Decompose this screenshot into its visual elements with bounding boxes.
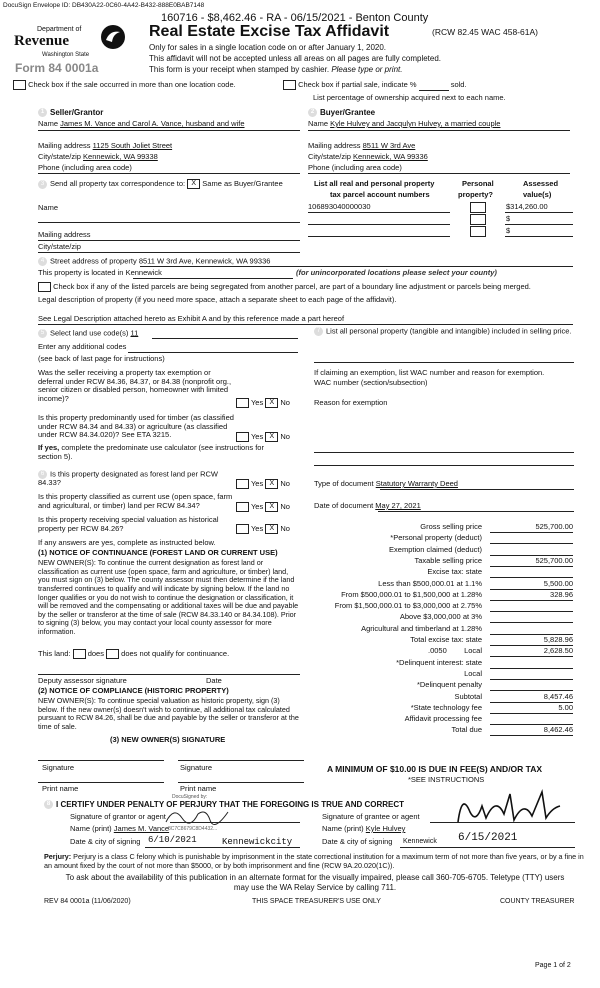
intro-line-2: This affidavit will not be accepted unless all areas on all pages are fully completed.: [149, 54, 442, 63]
correspondence-name-label: Name: [38, 203, 59, 212]
q2-no-checkbox[interactable]: X: [265, 432, 278, 442]
doc-type-label: Type of document: [314, 479, 374, 488]
deputy-date-label: Date: [206, 676, 222, 685]
located-label: This property is located in: [38, 268, 124, 277]
certify-text: I CERTIFY UNDER PENALTY OF PERJURY THAT THE FOREGOING IS TRUE AND CORRECT: [56, 800, 405, 809]
land-use-line: [152, 338, 298, 339]
doc-date-row: [314, 502, 421, 511]
q1-yes-checkbox[interactable]: [236, 398, 249, 408]
seller-name-label: Name: [38, 119, 59, 128]
seller-phone-label: Phone (including area code): [38, 163, 132, 172]
seller-name-line: [38, 130, 300, 131]
tax-value-line: [490, 622, 573, 623]
section-3-number: 3: [38, 180, 47, 189]
seller-mail-row: [38, 142, 172, 151]
parcel-2-line: [308, 224, 450, 225]
tax-label: Total excise tax: state: [410, 635, 482, 644]
form-number: Form 84 0001a: [15, 61, 99, 75]
tax-label: Above $3,000,000 at 3%: [399, 612, 482, 621]
minimum-notice: A MINIMUM OF $10.00 IS DUE IN FEE(S) AND/OR TAX: [327, 764, 543, 774]
tax-value[interactable]: 8,457.46: [543, 692, 573, 701]
exemption-label: If claiming an exemption, list WAC number and reason for exemption.: [314, 368, 545, 377]
section-7-number: 7: [314, 327, 323, 336]
legal-line-1: [38, 324, 573, 325]
tax-label: Local: [464, 646, 482, 655]
multi-location-label: Check box if the sale occurred in more than one location code.: [28, 79, 236, 89]
land-use-row: [38, 329, 138, 338]
does-not-checkbox[interactable]: [106, 649, 119, 659]
partial-sale-checkbox[interactable]: [283, 80, 296, 90]
q4-no-label: No: [280, 501, 290, 511]
docusigned-by: DocuSigned by:: [172, 794, 208, 800]
parcel-2-value-line: [505, 224, 573, 225]
intro-line-1: Only for sales in a single location code on or after January 1, 2020.: [149, 43, 387, 52]
street-line: [140, 266, 573, 267]
partial-sale-label: Check box if partial sale, indicate %: [298, 79, 417, 89]
parcel-3-value-line: [505, 236, 573, 237]
land-use-label: Select land use code(s): [50, 328, 129, 338]
land-use-see: (see back of last page for instructions): [38, 354, 165, 363]
correspondence-city-label: City/state/zip: [38, 242, 81, 251]
q2-no-label: No: [280, 431, 290, 441]
land-use-value[interactable]: 11: [130, 328, 139, 338]
grantor-name-label: Name (print): [70, 824, 112, 833]
print-line-2: [178, 782, 304, 783]
tax-value[interactable]: 5,500.00: [543, 579, 573, 588]
does-label: does: [87, 648, 104, 658]
personal-header-1: Personal: [462, 179, 494, 188]
tax-label: *State technology fee: [410, 703, 482, 712]
personal-header-2: property?: [458, 190, 494, 199]
parcel-1-line: [308, 212, 450, 213]
located-value[interactable]: Kennewick: [125, 268, 162, 277]
tax-value[interactable]: 5.00: [558, 703, 573, 712]
tax-value-line: [490, 532, 573, 533]
q4-no-checkbox[interactable]: X: [265, 502, 278, 512]
ownership-note: List percentage of ownership acquired next to each name.: [313, 93, 506, 102]
tax-label: From $1,500,000.01 to $3,000,000 at 2.75%: [334, 601, 482, 610]
same-as-buyer-checkbox[interactable]: X: [187, 179, 200, 189]
seller-mail-value[interactable]: 1125 South Joliet Street: [92, 141, 173, 150]
buyer-name-value[interactable]: Kyle Hulvey and Jacqulyn Hulvey, a married couple: [330, 119, 501, 128]
q1-no-checkbox[interactable]: X: [265, 398, 278, 408]
intro-line-3: [149, 65, 402, 74]
print-label-2: Print name: [180, 784, 217, 793]
multi-location-checkbox[interactable]: [13, 80, 26, 90]
notice1-body: NEW OWNER(S): To continue the current designation as forest land or classification as current use (open space, farm and agriculture, or timber) land, you must sign on (3) below. The county assessor must then determine if the land transferred continues to qualify and will indicate by signing below. If the land no longer qualifies or you do not wish to continue the designation or classification, it will be removed and the compensating or additional taxes will be due and payable by the seller or transferor at the time of sale (RCW 84.33.140 or 84.34.108). Prior to signing (3) below, you may contact your local county assessor for more information.: [38, 558, 299, 637]
print-line-1: [38, 782, 164, 783]
reason-line-2: [314, 465, 574, 466]
tax-value-line: [490, 668, 573, 669]
q3-answer: [236, 479, 290, 489]
tax-label: Local: [464, 669, 482, 678]
corr-line-2: [38, 240, 300, 241]
q4-text: Is this property classified as current use (open space, farm and agricultural, or timber) land per RCW 84.34?: [38, 492, 233, 510]
parcel-3-line: [308, 236, 450, 237]
doc-type-value[interactable]: Statutory Warranty Deed: [375, 479, 458, 488]
seller-heading-text: Seller/Grantor: [50, 108, 104, 117]
correspondence-mail-label: Mailing address: [38, 230, 91, 239]
located-line: [133, 278, 293, 279]
street-address-value[interactable]: 8511 W 3rd Ave, Kennewick, WA 99336: [138, 256, 271, 266]
q2-yes-checkbox[interactable]: [236, 432, 249, 442]
tax-value[interactable]: 5,828.96: [543, 635, 573, 644]
grantee-date-line: [400, 847, 575, 848]
does-checkbox[interactable]: [73, 649, 86, 659]
q4-answer: [236, 502, 290, 512]
answers-yes-note: If any answers are yes, complete as instructed below.: [38, 538, 216, 547]
partial-sale-percent[interactable]: [419, 81, 449, 91]
grantee-date-label: Date & city of signing: [322, 837, 393, 846]
parcel-1-personal-checkbox[interactable]: [470, 202, 486, 213]
tax-label: Total due: [451, 725, 482, 734]
grantor-date-line: [145, 847, 300, 848]
grantee-date-value[interactable]: 6/15/2021: [458, 832, 518, 844]
q4-yes-checkbox[interactable]: [236, 502, 249, 512]
reason-label: Reason for exemption: [314, 398, 388, 407]
q5-answer: [236, 524, 290, 534]
q5-text: Is this property receiving special valuation as historical property per RCW 84.26?: [38, 515, 219, 533]
logo-revenue: Revenue: [14, 33, 69, 49]
treasurer-space: THIS SPACE TREASURER'S USE ONLY: [252, 898, 381, 905]
see-instructions: *SEE INSTRUCTIONS: [408, 775, 485, 784]
grantor-sig-label: Signature of grantor or agent: [70, 812, 166, 821]
deputy-label: Deputy assessor signature: [38, 676, 127, 685]
perjury-bold: Perjury:: [44, 852, 72, 861]
sig-label-1: Signature: [42, 763, 75, 772]
envelope-id: DocuSign Envelope ID: DB430A22-0C60-4A42-B432-888E0BAB7148: [3, 2, 205, 9]
doc-date-value[interactable]: May 27, 2021: [375, 501, 421, 510]
grantor-city-value[interactable]: Kennewickcity: [222, 837, 293, 847]
tax-label: Subtotal: [454, 692, 482, 701]
q5-yes-checkbox[interactable]: [236, 524, 249, 534]
alt-format-notice: To ask about the availability of this publication in an alternate format for the visually impaired, please call 360-705-6705. Teletype (TTY) users may use the WA Relay Service by calling 711.: [65, 873, 565, 893]
tax-value-line: [490, 566, 573, 567]
buyer-heading-text: Buyer/Grantee: [320, 108, 376, 117]
tax-label: Excise tax: state: [427, 567, 482, 576]
buyer-mail-value[interactable]: 8511 W 3rd Ave: [362, 141, 416, 150]
parcel-2-personal-checkbox[interactable]: [470, 214, 486, 225]
deputy-line: [38, 674, 300, 675]
tax-value-line: [490, 543, 573, 544]
parcel-3-personal-checkbox[interactable]: [470, 226, 486, 237]
q4-yes-label: Yes: [250, 501, 264, 511]
q5-no-label: No: [280, 523, 290, 533]
if-yes-row: [38, 444, 288, 461]
parcels-header-2: tax parcel account numbers: [330, 190, 430, 199]
logo-state: Washington State: [42, 52, 90, 58]
assessed-header-2: value(s): [523, 190, 552, 199]
grantee-name-value[interactable]: Kyle Hulvey: [365, 824, 406, 833]
section-5-number: 5: [38, 329, 47, 338]
q3-row: [38, 470, 234, 488]
tax-value[interactable]: 525,700.00: [535, 556, 573, 565]
q1-yes-label: Yes: [250, 397, 264, 407]
street-address-label: Street address of property: [50, 256, 137, 266]
grantee-name-row: [322, 825, 405, 834]
tax-label: Agricultural and timberland at 1.28%: [361, 624, 482, 633]
personal-property-label: List all personal property (tangible and intangible) included in selling price.: [326, 326, 572, 336]
sig-line-2: [178, 760, 304, 761]
corr-line-1: [38, 222, 300, 223]
partial-sale-end: sold.: [450, 79, 467, 89]
this-land-row: [38, 649, 229, 659]
buyer-mail-row: [308, 142, 415, 151]
tax-value[interactable]: 525,700.00: [535, 522, 573, 531]
tax-label: Gross selling price: [420, 522, 482, 531]
notice1-title: (1) NOTICE OF CONTINUANCE (FOREST LAND OR CURRENT USE): [38, 548, 278, 557]
form-title: Real Estate Excise Tax Affidavit: [149, 23, 390, 40]
page-number: Page 1 of 2: [535, 962, 571, 969]
notice3-title: (3) NEW OWNER(S) SIGNATURE: [110, 735, 226, 744]
seller-name-row: [38, 120, 245, 129]
seller-city-label: City/state/zip: [38, 152, 81, 161]
located-row: [38, 269, 162, 278]
if-yes-text: complete the predominate use calculator (see instructions for section 5).: [38, 443, 264, 461]
tax-label: *Delinquent penalty: [416, 680, 482, 689]
perjury-text: Perjury is a class C felony which is punishable by imprisonment in the state correctional institution for a maximum term of not more than five years, or by a fine in an amount fixed by the court of not more than $5000, or by both imprisonment and fine (RCW 9A.20.020(1C)).: [44, 852, 584, 870]
correspondence-label: Send all property tax correspondence to:: [50, 178, 186, 188]
parcel-1-number[interactable]: 106893040000030: [308, 202, 371, 211]
tax-label: *Personal property (deduct): [390, 533, 482, 542]
seller-mail-label: Mailing address: [38, 141, 91, 150]
tax-value-line: [490, 656, 573, 657]
personal-property-row: [314, 327, 576, 336]
tax-value-line: [490, 679, 573, 680]
parcel-2-value[interactable]: $: [506, 214, 511, 223]
q5-no-checkbox[interactable]: X: [265, 524, 278, 534]
tax-label: *Delinquent interest: state: [396, 658, 482, 667]
segregated-label: Check box if any of the listed parcels are being segregated from another parcel, are part of a boundary line adjustment or parcels being merged.: [53, 281, 531, 291]
q3-yes-checkbox[interactable]: [236, 479, 249, 489]
same-as-buyer-label: Same as Buyer/Grantee: [202, 178, 283, 188]
tax-value[interactable]: 2,628.50: [543, 646, 573, 655]
doc-date-label: Date of document: [314, 501, 374, 510]
notice2-body: NEW OWNER(S): To continue special valuation as historic property, sign (3) below. If the new owner(s) doesn't wish to continue, all additional tax calculated pursuant to RCW 84.26, shall be due and payable by the seller or transferor at the time of sale.: [38, 696, 299, 731]
personal-property-line: [314, 362, 574, 363]
unincorporated-note: (for unincorporated locations please select your county): [296, 268, 497, 277]
buyer-mail-label: Mailing address: [308, 141, 361, 150]
sig-line-1: [38, 760, 164, 761]
partial-sale-row: [283, 80, 467, 91]
buyer-phone-label: Phone (including area code): [308, 163, 402, 172]
q5-yes-label: Yes: [250, 523, 264, 533]
county-stamp: 160716 - $8,462.46 - RA - 06/15/2021 - Benton County: [161, 12, 429, 24]
parcels-header-1: List all real and personal property: [314, 179, 435, 188]
grantee-sig-label: Signature of grantee or agent: [322, 812, 420, 821]
seller-heading: [38, 108, 103, 117]
buyer-name-label: Name: [308, 119, 329, 128]
doc-date-line: [378, 511, 574, 512]
parcel-1-value-line: [505, 212, 573, 213]
section-6-number: 6: [38, 470, 47, 479]
doc-type-row: [314, 480, 458, 489]
corr-line-3: [38, 252, 300, 253]
grantee-name-label: Name (print): [322, 824, 364, 833]
intro-line-3-text: This form is your receipt when stamped by cashier.: [149, 65, 330, 74]
buyer-city-row: [308, 153, 428, 162]
section-8-number: 8: [44, 800, 53, 809]
q3-no-label: No: [280, 478, 290, 488]
grantor-name-row: [70, 825, 169, 834]
logo-dept: Department of: [37, 26, 82, 33]
q2-yes-label: Yes: [250, 431, 264, 441]
buyer-city-value[interactable]: Kennewick, WA 99336: [353, 152, 428, 161]
q2-text: Is this property predominantly used for timber (as classified under RCW 84.34 and 84.33) or agriculture (as classified under RCW 84.34.020)? See ETA 3215.: [38, 413, 234, 440]
q3-text: Is this property designated as forest land per RCW 84.33?: [38, 469, 218, 488]
segregated-row: [38, 282, 531, 292]
q3-yes-label: Yes: [250, 478, 264, 488]
q1-no-label: No: [280, 397, 290, 407]
grantor-name-value[interactable]: James M. Vance: [113, 824, 170, 833]
section-2-number: 2: [308, 108, 317, 117]
legal-desc-label: Legal description of property (if you need more space, attach a separate sheet to each page of the affidavit).: [38, 295, 397, 304]
q1-answer: [236, 398, 290, 408]
segregated-checkbox[interactable]: [38, 282, 51, 292]
tax-value[interactable]: 328.96: [550, 590, 573, 599]
multi-location-row: [13, 80, 236, 90]
section-4-number: 4: [38, 257, 47, 266]
tax-value-line: [490, 690, 573, 691]
if-yes-bold: If yes,: [38, 443, 60, 452]
wac-label: WAC number (section/subsection): [314, 378, 428, 387]
sig-label-2: Signature: [180, 763, 213, 772]
q2-answer: [236, 432, 290, 442]
dor-swirl-icon: [100, 24, 126, 50]
form-title-ref: (RCW 82.45 WAC 458-61A): [432, 27, 538, 37]
notice2-title: (2) NOTICE OF COMPLIANCE (HISTORIC PROPERTY): [38, 686, 229, 695]
assessed-header-1: Assessed: [523, 179, 559, 188]
legal-desc-value[interactable]: See Legal Description attached hereto as Exhibit A and by this reference made a part hereof: [38, 314, 345, 323]
rev-number: REV 84 0001a (11/06/2020): [44, 898, 131, 905]
perjury-notice: [44, 852, 584, 870]
street-address-row: [38, 257, 270, 266]
parcel-3-value[interactable]: $: [506, 226, 511, 235]
grantor-signature-icon: [162, 804, 232, 826]
grantee-signature-icon: [452, 788, 564, 828]
this-land-label: This land:: [38, 648, 71, 658]
print-label-1: Print name: [42, 784, 79, 793]
grantor-date-label: Date & city of signing: [70, 837, 141, 846]
tax-value-line: [490, 735, 573, 736]
section-1-number: 1: [38, 108, 47, 117]
buyer-heading: [308, 108, 375, 117]
buyer-name-row: [308, 120, 500, 129]
grantor-date-value[interactable]: 6/10/2021: [148, 835, 197, 845]
tax-value-line: [490, 600, 573, 601]
tax-label: Affidavit processing fee: [404, 714, 482, 723]
tax-value[interactable]: 8,462.46: [543, 725, 573, 734]
correspondence-row: [38, 179, 283, 189]
q3-no-checkbox[interactable]: X: [265, 479, 278, 489]
seller-city-value[interactable]: Kennewick, WA 99338: [83, 152, 158, 161]
buyer-phone-line: [308, 173, 570, 174]
additional-codes-label: Enter any additional codes: [38, 342, 127, 351]
grantee-city-value[interactable]: Kennewick: [403, 838, 437, 845]
buyer-name-line: [308, 130, 570, 131]
county-treasurer: COUNTY TREASURER: [500, 898, 575, 905]
additional-codes-line: [128, 352, 298, 353]
tax-value-line: [490, 611, 573, 612]
reason-line-1: [314, 452, 574, 453]
local-rate: .0050: [428, 646, 447, 655]
does-not-label: does not qualify for continuance.: [121, 648, 230, 658]
tax-label: Taxable selling price: [414, 556, 482, 565]
tax-label: From $500,000.01 to $1,500,000 at 1.28%: [341, 590, 482, 599]
buyer-city-label: City/state/zip: [308, 152, 351, 161]
tax-label: Less than $500,000.01 at 1.1%: [378, 579, 482, 588]
tax-value-line: [490, 577, 573, 578]
seller-city-row: [38, 153, 158, 162]
q1-text: Was the seller receiving a property tax exemption or deferral under RCW 84.36, 84.37, or 84.38 (nonprofit org., senior citizen or disabled person, homeowner with limited income)?: [38, 368, 232, 403]
seller-phone-line: [38, 173, 300, 174]
parcel-1-value[interactable]: $314,260.00: [506, 202, 548, 211]
tax-label: Exemption claimed (deduct): [389, 545, 482, 554]
tax-value-line: [490, 713, 573, 714]
doc-type-line: [380, 489, 574, 490]
intro-italic: Please type or print.: [331, 65, 403, 74]
signer-hash: 8C7C8679C8D4432...: [168, 826, 218, 832]
seller-name-value[interactable]: James M. Vance and Carol A. Vance, husband and wife: [60, 119, 245, 128]
